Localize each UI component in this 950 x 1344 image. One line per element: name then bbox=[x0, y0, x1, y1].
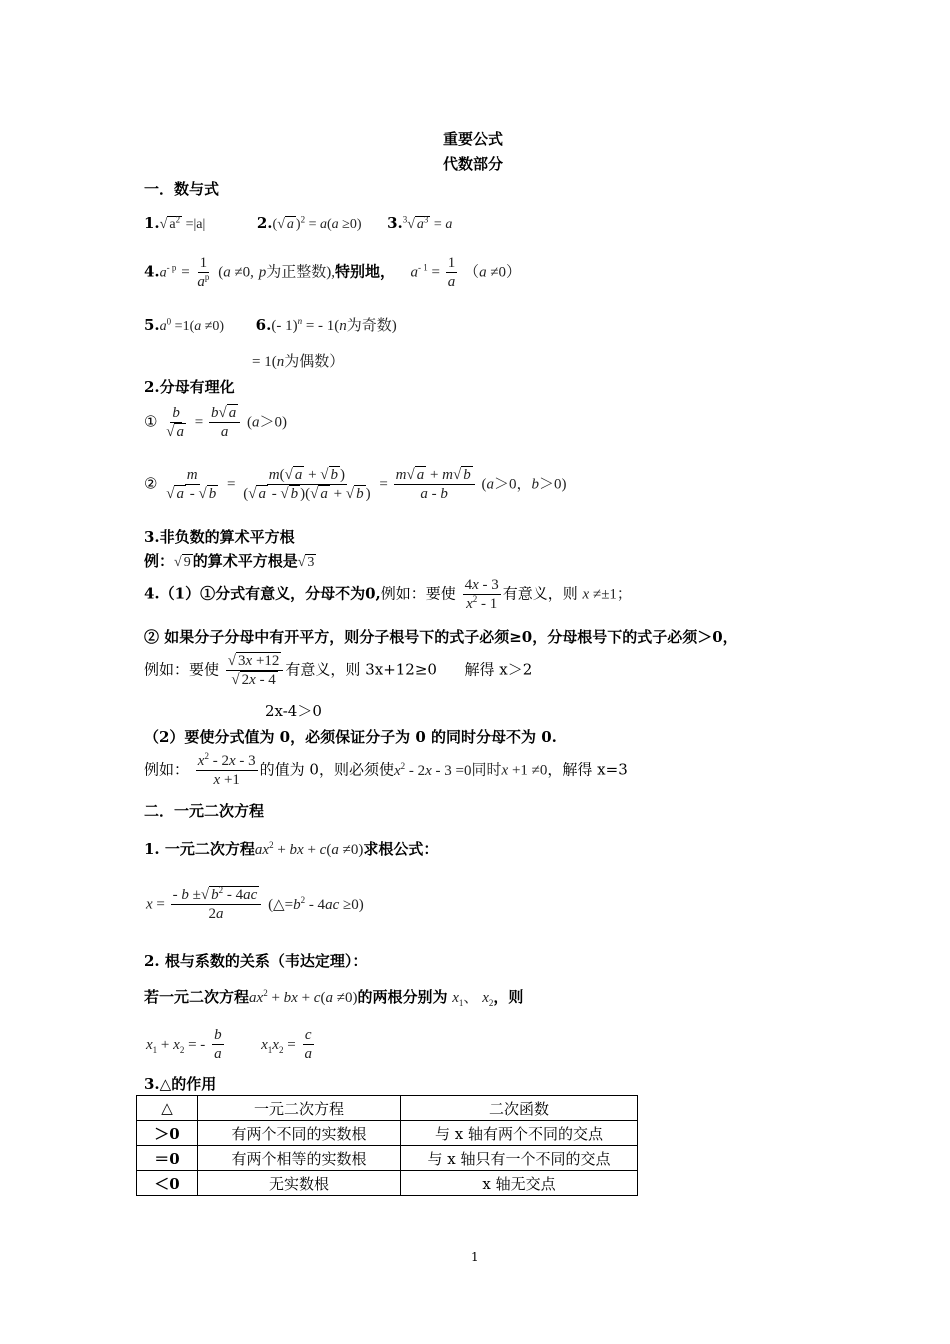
table-cell: x 轴无交点 bbox=[401, 1171, 638, 1196]
vieta-formulas: $x_1 + x_2$ = - $\frac{b}{a}$ $x_1x_2$ = $\frac{c}{a}$ bbox=[146, 1027, 312, 1062]
table-cell: ＞0 bbox=[137, 1121, 198, 1146]
table-cell: 无实数根 bbox=[198, 1171, 401, 1196]
section-heading-rationalize: 2.分母有理化 bbox=[144, 378, 235, 396]
table-header-cell: △ bbox=[137, 1096, 198, 1121]
vieta-heading: 2. 根与系数的关系（韦达定理）： bbox=[144, 952, 368, 970]
table-cell: 有两个不同的实数根 bbox=[198, 1121, 401, 1146]
fraction-1-over-a: $\frac{1}{a}$ bbox=[447, 255, 456, 290]
formula-cube-root: $^3$√ $a^3 = a$ bbox=[402, 214, 453, 232]
fraction-meaning-line-2: ② 如果分子分母中有开平方，则分子根号下的式子必须≥0，分母根号下的式子必须＞0， bbox=[144, 628, 738, 646]
section-heading-numbers: 一．数与式 bbox=[144, 180, 220, 198]
formula-rationalize-1: ① $\frac{b}{√ a}$ = $\frac{b√ a}{a}$ (a＞0) bbox=[144, 405, 287, 440]
quadratic-formula-intro: 1. 一元二次方程$ax^2$ + bx + c(a ≠0)求根公式： bbox=[144, 840, 439, 858]
section-heading-quadratic: 二．一元二次方程 bbox=[144, 802, 265, 820]
fraction-1-over-a-p: $\frac{1}{a^p}$ bbox=[197, 255, 210, 290]
table-row bbox=[137, 1121, 638, 1146]
delta-table bbox=[136, 1095, 638, 1196]
quadratic-formula: x = $\frac{- b \pm√ b^2 - 4ac}{2a}$ $(\triangle=b^2 - 4ac \ge 0)$ bbox=[146, 885, 364, 922]
table-header-row bbox=[137, 1096, 638, 1121]
table-cell: 与 x 轴只有一个不同的交点 bbox=[401, 1146, 638, 1171]
formula-sqrt-squared: (√ a )$^2$ = a(a ≥0) bbox=[272, 214, 362, 232]
formula-line-1-3: 1.√ $a^2 =|a|$ 2.(√ a )$^2$ = a(a ≥0) 3.$^3$√ $a^3 = a$ bbox=[144, 214, 453, 232]
formula-sqrt-a-squared: √ $a^2 =|a|$ bbox=[159, 214, 206, 232]
formula-rationalize-2: ② $\frac{m}{√ a - √ b}$ = $\frac{m(√ a + √ b )}{(√ a - √ b )(√ a + √ b )}$ = $\frac{m√ a + m√ b}{a - b}$ (a＞0，b＞0) bbox=[144, 467, 567, 502]
table-row bbox=[137, 1171, 638, 1196]
table-row bbox=[137, 1146, 638, 1171]
fraction-zero-example: 例如： $\frac{x^2 - 2x - 3}{x +1}$ 的值为 0，则必须使$x^2 - 2x - 3 =0$同时x +1 ≠0，解得 x=3 bbox=[144, 751, 628, 788]
page-title: 重要公式 bbox=[443, 130, 504, 148]
sqrt-example: 例：√ 9 的算术平方根是√ 3 bbox=[144, 552, 315, 570]
section-heading-sqrt: 3.非负数的算术平方根 bbox=[144, 528, 295, 546]
vieta-intro: 若一元二次方程$ax^2$ + bx + c(a ≠0)的两根分别为 $x_1$、 $x_2$，则 bbox=[144, 988, 524, 1008]
table-cell: ＜0 bbox=[137, 1171, 198, 1196]
fraction-zero-line: （2）要使分式值为 0，必须保证分子为 0 的同时分母不为 0. bbox=[144, 728, 557, 746]
fraction-meaning-line-1: 4.（1）①分式有意义，分母不为0,例如：要使 $\frac{4x - 3}{x^2 - 1}$ 有意义，则 x ≠±1； bbox=[144, 577, 632, 612]
table-cell: ＝0 bbox=[137, 1146, 198, 1171]
table-cell: 与 x 轴有两个不同的交点 bbox=[401, 1121, 638, 1146]
table-cell: 有两个相等的实数根 bbox=[198, 1146, 401, 1171]
table-header-cell: 二次函数 bbox=[401, 1096, 638, 1121]
formula-line-5-6: $5.a^0 =1(a \ne 0)$ 6.(- 1)$^n$ = - 1(n为奇数) bbox=[144, 316, 397, 334]
formula-line-4: $4.a^{- p}$ = $\frac{1}{a^p}$ (a ≠0, p为正整数),特别地， $a^{- 1}$ = $\frac{1}{a}$ （a ≠0） bbox=[144, 255, 522, 290]
fraction-meaning-line-3: 例如：要使 $\frac{√ 3x +12}{√ 2x - 4}$ 有意义，则 3x+12≥0 解得 x＞2 bbox=[144, 653, 533, 688]
formula-line-6-even: = 1(n为偶数） bbox=[252, 354, 345, 370]
page-subtitle: 代数部分 bbox=[443, 155, 504, 173]
table-header-cell: 一元二次方程 bbox=[198, 1096, 401, 1121]
page-number: 1 bbox=[471, 1250, 479, 1264]
fraction-meaning-line-4: 2x-4＞0 bbox=[265, 702, 322, 720]
delta-heading: 3.△的作用 bbox=[144, 1075, 217, 1093]
